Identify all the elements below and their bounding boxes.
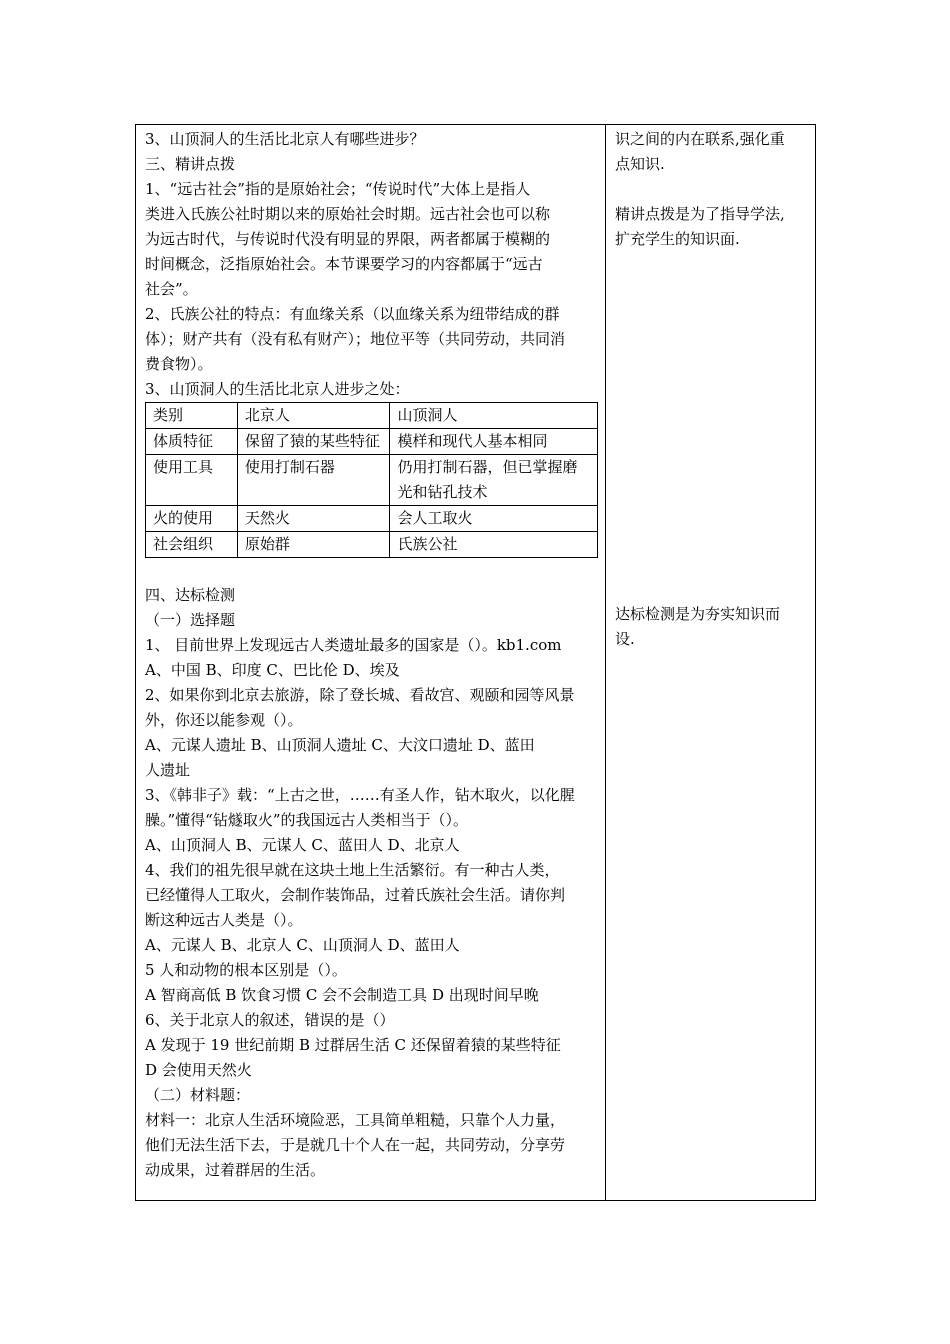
point-2-line: 体）；财产共有（没有私有财产）；地位平等（共同劳动，共同消 xyxy=(145,330,566,348)
material-line: 材料一：北京人生活环境险恶，工具简单粗糙，只靠个人力量， xyxy=(145,1111,566,1129)
side-note-3 xyxy=(615,602,811,652)
sub-1-title: （一）选择题 xyxy=(145,611,236,629)
side-note-1 xyxy=(615,127,811,177)
table-row xyxy=(146,455,598,506)
table-row xyxy=(146,429,598,455)
point-2 xyxy=(145,302,603,377)
table-row xyxy=(146,506,598,532)
quiz-line: A、中国 B、印度 C、巴比伦 D、埃及 xyxy=(145,661,400,679)
comparison-table xyxy=(145,402,598,558)
table-header-cell: 山顶洞人 xyxy=(390,403,598,429)
table-cell: 会人工取火 xyxy=(390,506,598,532)
quiz-line: 6、关于北京人的叙述，错误的是（） xyxy=(145,1011,395,1029)
table-cell: 社会组织 xyxy=(146,532,238,558)
spacer xyxy=(145,558,603,583)
column-divider xyxy=(605,124,606,1201)
side-note-line: 达标检测是为夯实知识而 xyxy=(615,605,781,623)
quiz-questions xyxy=(145,633,603,1083)
table-cell: 氏族公社 xyxy=(390,532,598,558)
side-note-2 xyxy=(615,202,811,252)
section-3-title: 三、精讲点拨 xyxy=(145,155,236,173)
main-column xyxy=(145,127,603,1183)
quiz-line: 1、 目前世界上发现远古人类遗址最多的国家是（）。kb1.com xyxy=(145,636,562,654)
table-header-row xyxy=(146,403,598,429)
material-line: 他们无法生活下去，于是就几十个人在一起，共同劳动，分享劳 xyxy=(145,1136,566,1154)
table-cell: 体质特征 xyxy=(146,429,238,455)
quiz-line: 已经懂得人工取火，会制作装饰品，过着氏族社会生活。请你判 xyxy=(145,886,566,904)
side-note-line: 识之间的内在联系,强化重 xyxy=(615,130,785,148)
table-cell: 保留了猿的某些特征 xyxy=(237,429,390,455)
table-header-cell: 类别 xyxy=(146,403,238,429)
table-cell: 天然火 xyxy=(237,506,390,532)
point-2-line: 2、氏族公社的特点：有血缘关系（以血缘关系为纽带结成的群 xyxy=(145,305,560,323)
quiz-line: 臊。”懂得“钻燧取火”的我国远古人类相当于（）。 xyxy=(145,811,469,829)
quiz-line: 3、《韩非子》载：“上古之世，……有圣人作，钻木取火，以化腥 xyxy=(145,786,575,804)
point-1-line: 1、“远古社会”指的是原始社会；“传说时代”大体上是指人 xyxy=(145,180,531,198)
material-1 xyxy=(145,1108,603,1183)
quiz-line: A 智商高低 B 饮食习惯 C 会不会制造工具 D 出现时间早晚 xyxy=(145,986,539,1004)
quiz-line: 外，你还以能参观（）。 xyxy=(145,711,303,729)
table-header-cell: 北京人 xyxy=(237,403,390,429)
side-note-line: 精讲点拨是为了指导学法, xyxy=(615,205,785,223)
side-note-line: 设. xyxy=(615,630,635,648)
point-1-line: 时间概念，泛指原始社会。本节课要学习的内容都属于“远古 xyxy=(145,255,543,273)
quiz-line: 2、如果你到北京去旅游，除了登长城、看故宫、观颐和园等风景 xyxy=(145,686,575,704)
sub-2-title: （二）材料题： xyxy=(145,1086,251,1104)
point-1-line: 社会”。 xyxy=(145,280,198,298)
quiz-line: D 会使用天然火 xyxy=(145,1061,252,1079)
quiz-line: A、元谋人遗址 B、山顶洞人遗址 C、大汶口遗址 D、蓝田 xyxy=(145,736,535,754)
material-line: 动成果，过着群居的生活。 xyxy=(145,1161,326,1179)
point-1 xyxy=(145,177,603,302)
quiz-line: 人遗址 xyxy=(145,761,191,779)
quiz-line: A、山顶洞人 B、元谋人 C、蓝田人 D、北京人 xyxy=(145,836,460,854)
table-cell: 原始群 xyxy=(237,532,390,558)
side-notes-column xyxy=(615,127,811,652)
quiz-line: 4、我们的祖先很早就在这块土地上生活繁衍。有一种古人类， xyxy=(145,861,560,879)
point-1-line: 为远古时代，与传说时代没有明显的界限，两者都属于模糊的 xyxy=(145,230,551,248)
side-note-line: 点知识. xyxy=(615,155,665,173)
section-4-title: 四、达标检测 xyxy=(145,586,236,604)
point-1-line: 类进入氏族公社时期以来的原始社会时期。远古社会也可以称 xyxy=(145,205,551,223)
table-cell: 使用打制石器 xyxy=(237,455,390,506)
question-3-heading: 3、山顶洞人的生活比北京人有哪些进步？ xyxy=(145,130,425,148)
table-row xyxy=(146,532,598,558)
point-2-line: 费食物）。 xyxy=(145,355,213,373)
table-cell: 使用工具 xyxy=(146,455,238,506)
quiz-line: 断这种远古人类是（）。 xyxy=(145,911,303,929)
table-cell: 仍用打制石器，但已掌握磨光和钻孔技术 xyxy=(390,455,598,506)
side-note-line: 扩充学生的知识面. xyxy=(615,230,740,248)
table-cell: 模样和现代人基本相同 xyxy=(390,429,598,455)
quiz-line: A 发现于 19 世纪前期 B 过群居生活 C 还保留着猿的某些特征 xyxy=(145,1036,561,1054)
spacer xyxy=(615,177,811,202)
table-cell: 火的使用 xyxy=(146,506,238,532)
spacer xyxy=(615,252,811,602)
quiz-line: A、元谋人 B、北京人 C、山顶洞人 D、蓝田人 xyxy=(145,936,460,954)
quiz-line: 5 人和动物的根本区别是（）。 xyxy=(145,961,347,979)
point-3-title: 3、山顶洞人的生活比北京人进步之处： xyxy=(145,380,410,398)
